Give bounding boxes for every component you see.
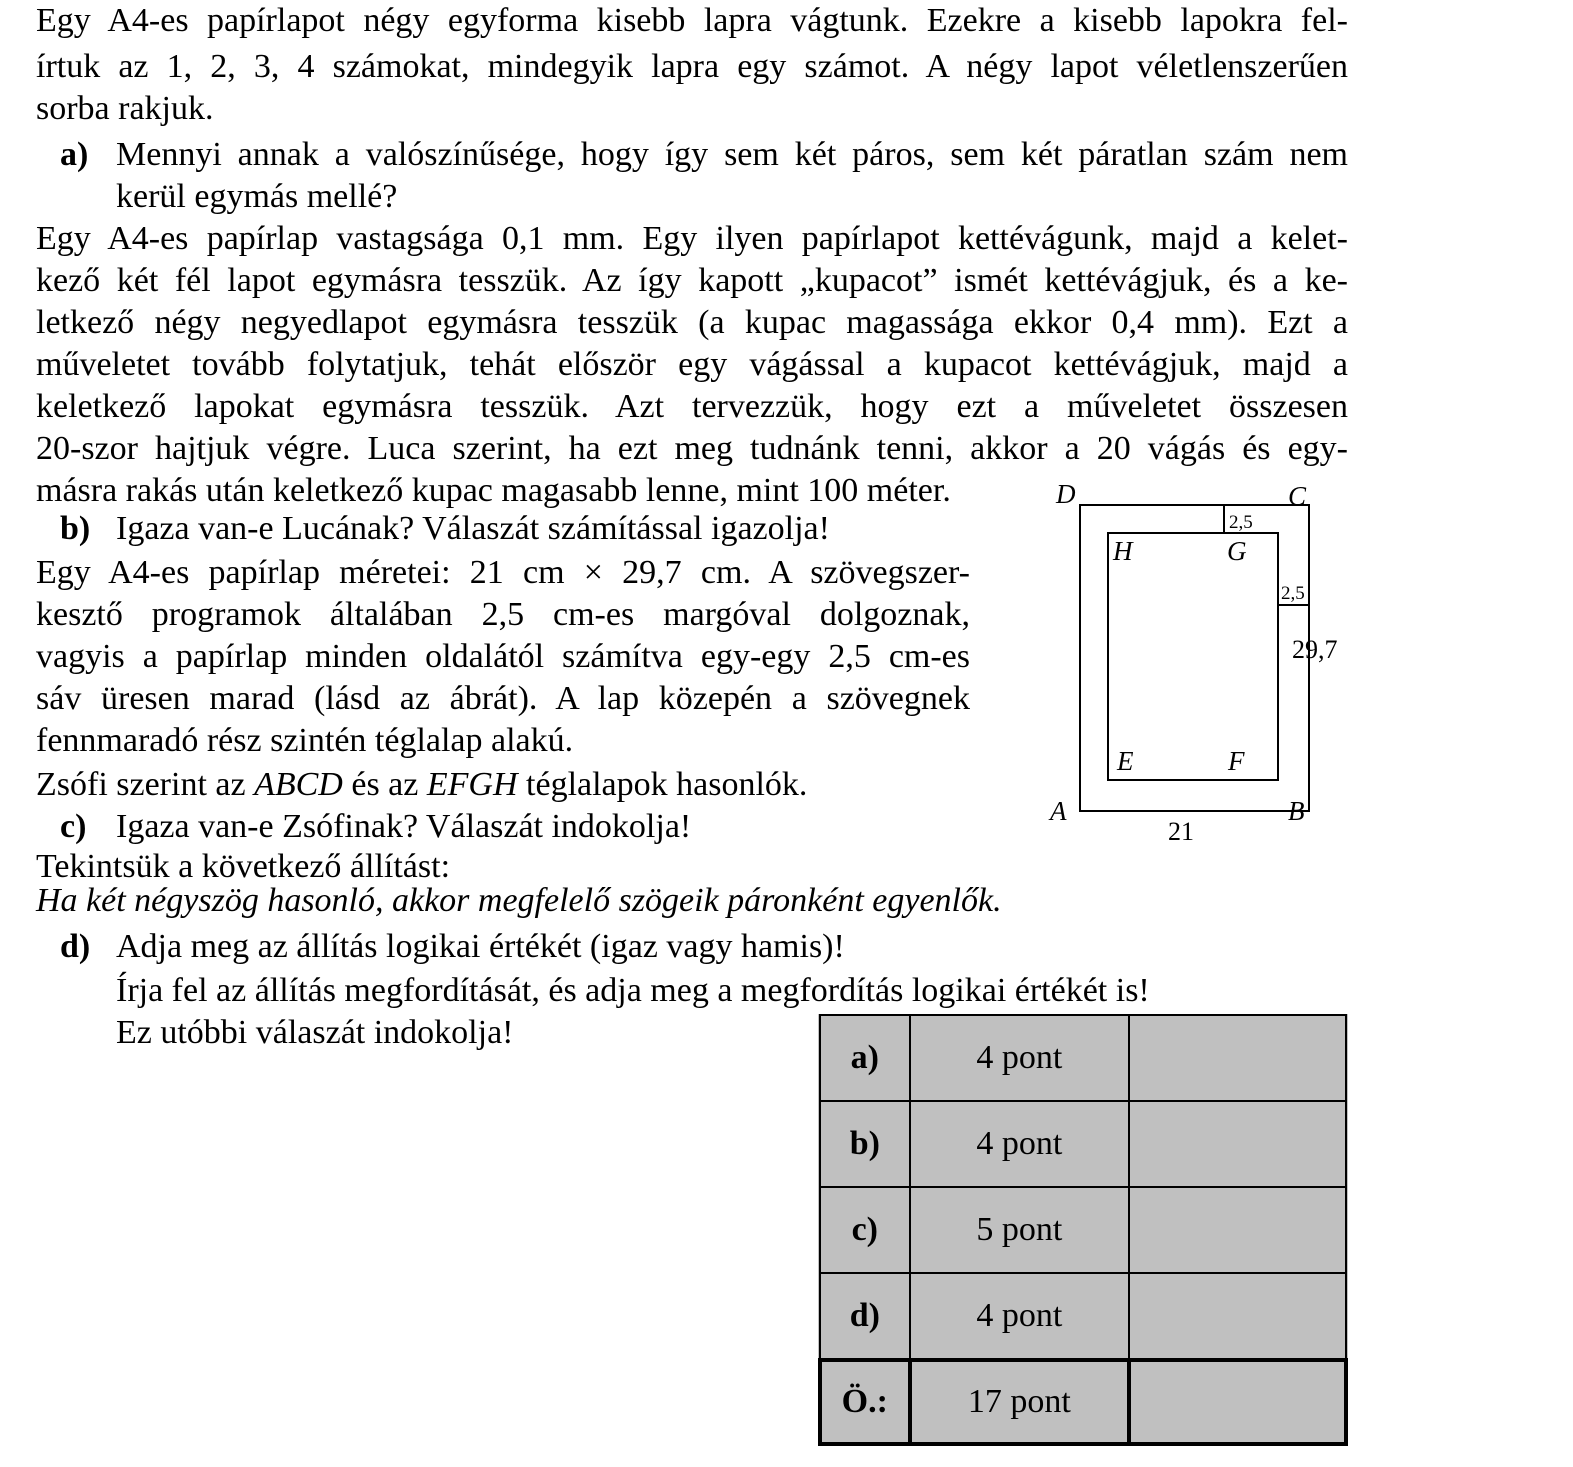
- para3-line-4: sáv üresen marad (lásd az ábrát). A lap közepén a szövegnek: [36, 680, 970, 717]
- a4-margin-diagram: [1030, 478, 1350, 848]
- height-label: 29,7: [1292, 635, 1338, 664]
- part-b-text: Igaza van-e Lucának? Válaszát számítással igazolja!: [116, 510, 830, 547]
- para3-line-5: fennmaradó rész szintén téglalap alakú.: [36, 722, 574, 759]
- part-a-line-2: kerül egymás mellé?: [116, 178, 398, 215]
- claim-efgh: EFGH: [426, 766, 518, 803]
- part-a-line-1: Mennyi annak a valószínűsége, hogy így sem két páros, sem két páratlan szám nem: [116, 136, 1348, 173]
- intro-line-1: Egy A4-es papírlapot négy egyforma kisebb lapra vágtunk. Ezekre a kisebb lapokra fel-: [36, 2, 1348, 39]
- para2-line-4: műveletet tovább folytatjuk, tehát először egy vágással a kupacot kettévágjuk, majd a: [36, 346, 1348, 383]
- vertex-g: G: [1227, 536, 1247, 566]
- part-c-label: c): [60, 808, 87, 845]
- score-earned-cell: [1129, 1015, 1346, 1101]
- vertex-b: B: [1288, 796, 1305, 826]
- score-row-total: [820, 1360, 1346, 1444]
- part-d-line-1: Adja meg az állítás logikai értékét (igaz vagy hamis)!: [116, 928, 845, 965]
- score-points: 4 pont: [910, 1273, 1129, 1360]
- vertex-e: E: [1117, 746, 1134, 776]
- part-d-line-3: Ez utóbbi válaszát indokolja!: [116, 1014, 514, 1051]
- claim-abcd: ABCD: [254, 766, 343, 803]
- para2-line-3: letkező négy negyedlapot egymásra tesszük (a kupac magassága ekkor 0,4 mm). Ezt a: [36, 304, 1348, 341]
- vertex-a: A: [1050, 796, 1067, 826]
- para3-claim: [36, 764, 807, 806]
- para2-line-6: 20-szor hajtjuk végre. Luca szerint, ha ezt meg tudnánk tenni, akkor a 20 vágás és egy-: [36, 430, 1348, 467]
- score-row-b: [820, 1101, 1346, 1187]
- para2-line-2: kező két fél lapot egymásra tesszük. Az így kapott „kupacot” ismét kettévágjuk, és a ke-: [36, 262, 1348, 299]
- score-points: 4 pont: [910, 1101, 1129, 1187]
- part-d-label: d): [60, 928, 91, 965]
- score-part: b): [820, 1101, 910, 1187]
- para2-line-7: másra rakás után keletkező kupac magasabb lenne, mint 100 méter.: [36, 472, 951, 509]
- right-margin-label: 2,5: [1281, 583, 1305, 604]
- score-total-earned-cell: [1129, 1360, 1346, 1444]
- score-part: c): [820, 1187, 910, 1273]
- claim-suffix: téglalapok hasonlók.: [517, 766, 808, 803]
- intro-line-3: sorba rakjuk.: [36, 90, 214, 127]
- vertex-f: F: [1228, 746, 1245, 776]
- para3-line-2: kesztő programok általában 2,5 cm-es margóval dolgoznak,: [36, 596, 970, 633]
- score-points: 4 pont: [910, 1015, 1129, 1101]
- para2-line-5: keletkező lapokat egymásra tesszük. Azt tervezzük, hogy ezt a műveletet összesen: [36, 388, 1348, 425]
- part-a-label: a): [60, 136, 89, 173]
- rectangle-efgh: [1108, 533, 1278, 780]
- score-table: [818, 1014, 1348, 1446]
- score-part: a): [820, 1015, 910, 1101]
- part-c-text: Igaza van-e Zsófinak? Válaszát indokolja!: [116, 808, 692, 845]
- score-part: d): [820, 1273, 910, 1360]
- part-d-line-2: Írja fel az állítás megfordítását, és adja meg a megfordítás logikai értékét is!: [116, 972, 1150, 1009]
- score-earned-cell: [1129, 1101, 1346, 1187]
- part-b-label: b): [60, 510, 91, 547]
- claim-mid: és az: [342, 766, 427, 803]
- score-earned-cell: [1129, 1187, 1346, 1273]
- score-row-d: [820, 1273, 1346, 1360]
- top-margin-label: 2,5: [1229, 512, 1253, 533]
- score-total-points: 17 pont: [910, 1360, 1129, 1444]
- score-total-label: Ö.:: [820, 1360, 910, 1444]
- score-points: 5 pont: [910, 1187, 1129, 1273]
- para4-statement: Ha két négyszög hasonló, akkor megfelelő szögeik páronként egyenlők.: [36, 882, 1002, 919]
- vertex-d: D: [1056, 479, 1076, 509]
- vertex-h: H: [1113, 536, 1133, 566]
- para2-line-1: Egy A4-es papírlap vastagsága 0,1 mm. Egy ilyen papírlapot kettévágunk, majd a kelet-: [36, 220, 1348, 257]
- score-row-a: [820, 1015, 1346, 1101]
- para4-intro: Tekintsük a következő állítást:: [36, 848, 451, 885]
- score-row-c: [820, 1187, 1346, 1273]
- width-label: 21: [1168, 817, 1194, 846]
- para3-line-3: vagyis a papírlap minden oldalától számítva egy-egy 2,5 cm-es: [36, 638, 970, 675]
- score-earned-cell: [1129, 1273, 1346, 1360]
- intro-line-2: írtuk az 1, 2, 3, 4 számokat, mindegyik lapra egy számot. A négy lapot véletlenszerűen: [36, 48, 1348, 85]
- claim-prefix: Zsófi szerint az: [36, 766, 255, 803]
- vertex-c: C: [1288, 481, 1307, 511]
- para3-line-1: Egy A4-es papírlap méretei: 21 cm × 29,7 cm. A szövegszer-: [36, 554, 970, 591]
